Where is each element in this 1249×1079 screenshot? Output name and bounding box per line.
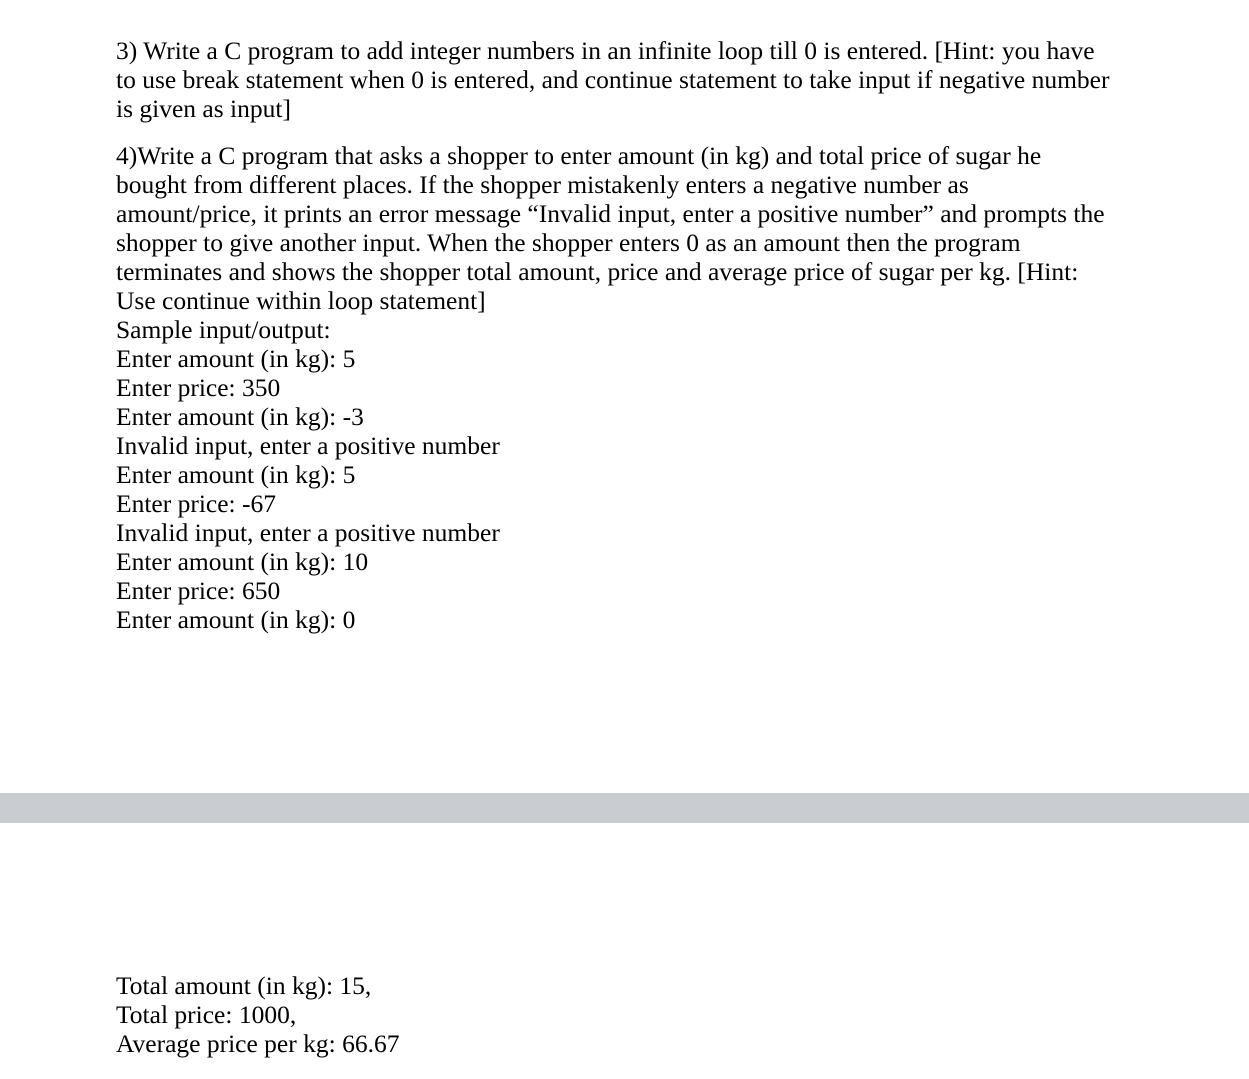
sample-line: Enter amount (in kg): 5 <box>116 344 356 373</box>
sample-line: Enter price: -67 <box>116 489 277 518</box>
sample-line: Enter amount (in kg): 5 <box>116 460 356 489</box>
question-3-line: to use break statement when 0 is entered, and continue statement to take input if negative number <box>116 65 1110 94</box>
question-3-paragraph <box>116 36 1116 123</box>
question-4-line: amount/price, it prints an error message “Invalid input, enter a positive number” and prompts the <box>116 199 1105 228</box>
page-break-separator <box>0 793 1249 823</box>
question-4-line: bought from different places. If the shopper mistakenly enters a negative number as <box>116 170 969 199</box>
sample-line: Invalid input, enter a positive number <box>116 431 500 460</box>
question-3-line: is given as input] <box>116 94 291 123</box>
sample-line: Enter amount (in kg): 10 <box>116 547 369 576</box>
average-price-line: Average price per kg: 66.67 <box>116 1029 400 1058</box>
question-4-line: 4)Write a C program that asks a shopper to enter amount (in kg) and total price of sugar he <box>116 141 1042 170</box>
total-amount-line: Total amount (in kg): 15, <box>116 971 372 1000</box>
question-3-line: 3) Write a C program to add integer numbers in an infinite loop till 0 is entered. [Hint: you have <box>116 36 1095 65</box>
sample-line: Enter price: 650 <box>116 576 281 605</box>
sample-heading: Sample input/output: <box>116 315 331 344</box>
sample-line: Invalid input, enter a positive number <box>116 518 500 547</box>
sample-line: Enter amount (in kg): -3 <box>116 402 364 431</box>
question-4-line: shopper to give another input. When the shopper enters 0 as an amount then the program <box>116 228 1021 257</box>
question-4-line: Use continue within loop statement] <box>116 286 486 315</box>
sample-line: Enter amount (in kg): 0 <box>116 605 356 634</box>
sample-line: Enter price: 350 <box>116 373 281 402</box>
program-output-block <box>116 971 716 1058</box>
question-4-paragraph <box>116 141 1116 634</box>
total-price-line: Total price: 1000, <box>116 1000 297 1029</box>
question-4-line: terminates and shows the shopper total amount, price and average price of sugar per kg. [Hint: <box>116 257 1079 286</box>
